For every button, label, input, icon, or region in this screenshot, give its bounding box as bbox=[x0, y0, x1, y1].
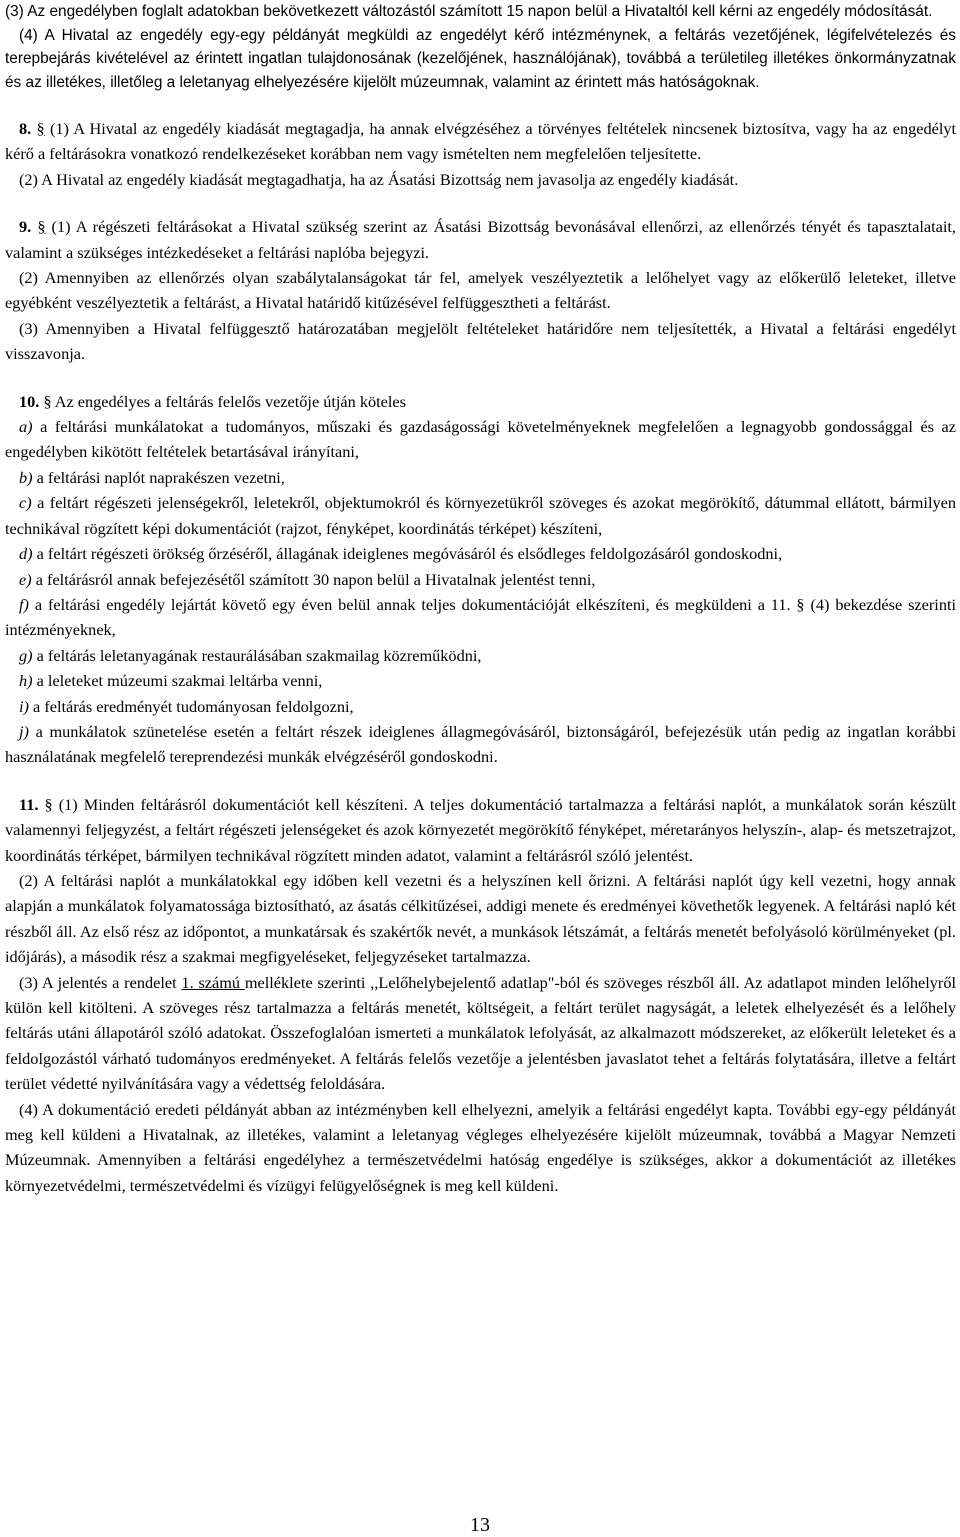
paragraph-7-4 bbox=[5, 24, 956, 95]
section-8-paragraph-2 bbox=[5, 167, 956, 192]
section-mark: § bbox=[37, 217, 46, 237]
item-label: f) bbox=[19, 594, 29, 614]
list-item-d bbox=[5, 541, 956, 566]
list-item-e bbox=[5, 567, 956, 592]
paragraph-text: (1) A Hivatal az engedély kiadását megtagadja, ha annak elvégzéséhez a törvényes feltételek nincsenek biztosítva, vagy ha az engedélyt kérő a feltárásokra vonatkozó rendelkezéseket korábban nem vagy ismételten nem megfelelően teljesítette. bbox=[5, 119, 957, 164]
section-number: 11. bbox=[19, 794, 39, 814]
paragraph-7-3 bbox=[5, 0, 956, 24]
item-label: g) bbox=[19, 645, 33, 665]
item-text: a feltárás eredményét tudományosan feldolgozni, bbox=[33, 696, 354, 716]
item-text: a munkálatok szünetelése esetén a feltárt részek ideiglenes állagmegóvásáról, biztonságáról, befejezésük után pedig az ingatlan korábbi használatának megfelelő tereprendezési munkák elvégzéséről gondoskodni. bbox=[5, 721, 956, 767]
annex-link[interactable]: 1. számú bbox=[181, 972, 245, 992]
section-9-paragraph-1 bbox=[5, 214, 956, 265]
list-item-h bbox=[5, 668, 956, 693]
paragraph-text: (2) A Hivatal az engedély kiadását megtagadhatja, ha az Ásatási Bizottság nem javasolja az engedély kiadását. bbox=[19, 169, 739, 189]
section-mark: § bbox=[44, 794, 53, 814]
section-9-paragraph-2 bbox=[5, 265, 956, 316]
list-item-a bbox=[5, 414, 956, 465]
section-mark: § bbox=[43, 391, 52, 411]
section-10-intro bbox=[5, 389, 956, 414]
section-11-paragraph-3 bbox=[5, 970, 956, 1097]
list-item-j bbox=[5, 719, 956, 770]
document-page bbox=[5, 0, 956, 1198]
item-text: a feltárt régészeti jelenségekről, leletekről, objektumokról és környezetükről szöveges és azokat megörökítő, dátummal ellátott, bármilyen technikával rögzített képi dokumentációt (rajzot, fényképet, koordinátás térképet) készíteni, bbox=[5, 493, 956, 538]
section-9-paragraph-3 bbox=[5, 316, 956, 367]
item-text: a leleteket múzeumi szakmai leltárba venni, bbox=[36, 671, 323, 691]
list-item-i bbox=[5, 694, 956, 719]
section-11-paragraph-4 bbox=[5, 1097, 956, 1199]
paragraph-text-lead: (1) Minden feltárásról dokumentációt kell készíteni. bbox=[58, 794, 408, 814]
section-number: 10. bbox=[19, 391, 40, 411]
section-number: 8. bbox=[19, 119, 32, 138]
section-mark: § bbox=[36, 119, 45, 138]
item-label: d) bbox=[19, 544, 33, 564]
item-text: a feltárt régészeti örökség őrzéséről, állagának ideiglenes megóvásáról és elsődleges feldolgozásáról gondoskodni, bbox=[36, 544, 783, 564]
paragraph-text: (3) Az engedélyben foglalt adatokban bekövetkezett változástól számított 15 napon belül a Hivataltól kell kérni az engedély módosítását. bbox=[5, 3, 933, 20]
list-item-c bbox=[5, 490, 956, 541]
list-item-f bbox=[5, 592, 956, 643]
paragraph-text: (2) A feltárási naplót a munkálatokkal egy időben kell vezetni és a helyszínen kell őrizni. A feltárási naplót úgy kell vezetni, hogy annak alapján a munkálatok folyamatossága biztosítható, az ásatás célkitűzései, addigi menete és eredményei követhetők legyenek. A feltárási napló két részből áll. Az első rész az időpontot, a munkatársak és szakértők nevét, a munkások létszámát, a feltárás menetét befolyásoló körülményeket (pl. időjárás), a második rész a szakmai megfigyeléseket, feljegyzéseket tartalmazza. bbox=[5, 870, 956, 967]
paragraph-text: (3) A jelentés a rendelet bbox=[19, 972, 182, 992]
item-text: a feltárási munkálatokat a tudományos, műszaki és gazdaságossági követelményeknek megfelelően a legnagyobb gondossággal és az engedélyben kikötött feltételek betartásával irányítani, bbox=[5, 417, 956, 462]
paragraph-text: (1) A régészeti feltárásokat a Hivatal szükség szerint az Ásatási Bizottság bevonásával ellenőrzi, az ellenőrzés tényét és tapasztalatait, valamint a szükséges intézkedéseket a feltárási naplóba bejegyzi. bbox=[5, 217, 956, 262]
item-text: a feltárási naplót naprakészen vezetni, bbox=[36, 467, 285, 487]
spacer bbox=[5, 367, 956, 389]
item-text: a feltárási engedély lejártát követő egy éven belül annak teljes dokumentációját elkészíteni, és megküldeni a 11. § (4) bekezdése szerinti intézményeknek, bbox=[5, 594, 957, 640]
item-label: h) bbox=[19, 671, 33, 691]
section-11-paragraph-2 bbox=[5, 868, 956, 970]
spacer bbox=[5, 770, 956, 792]
paragraph-text: (2) Amennyiben az ellenőrzés olyan szabálytalanságokat tár fel, amelyek veszélyeztetik a lelőhelyet vagy az előkerülő leleteket, illetve egyébként veszélyeztetik a feltárást, a Hivatal határidő kitűzésével felfüggesztheti a feltárást. bbox=[5, 268, 956, 313]
item-label: i) bbox=[19, 696, 29, 716]
section-11-paragraph-1 bbox=[5, 792, 956, 868]
item-label: c) bbox=[19, 493, 32, 513]
section-8-paragraph-1 bbox=[5, 116, 956, 167]
item-text: a feltárás leletanyagának restaurálásában szakmailag közreműködni, bbox=[36, 645, 482, 665]
item-label: j) bbox=[19, 721, 29, 741]
list-item-b bbox=[5, 465, 956, 490]
list-item-g bbox=[5, 643, 956, 668]
paragraph-text: A teljes dokumentáció tartalmazza a feltárási naplót, a munkálatok során készült valamennyi feljegyzést, a feltárt régészeti jelenségeket és azok környezetét megörökítő fényképet, méretarányos helyszín-, alap- és metszetrajzot, koordinátás térképet, bármilyen technikával rögzített minden adatot, valamint a feltárásról szóló jelentést. bbox=[5, 794, 956, 865]
section-number: 9. bbox=[19, 217, 32, 237]
paragraph-text: melléklete szerinti ,,Lelőhelybejelentő adatlap"-ból és szöveges részből áll. Az adatlapot minden lelőhelyről külön kell kitölteni. A szöveges rész tartalmazza a feltárás menetét, költségeit, a feltárt terület nagyságát, a leletek elhelyezését és a lelőhely feltárás utáni állapotáról szóló adatokat. Összefoglalóan ismerteti a munkálatok lefolyását, az alkalmazott módszereket, az előkerült leleteket és a feldolgozástól várható tudományos eredményeket. A feltárás felelős vezetője a jelentésben javaslatot tehet a feltárás folytatására, illetve a feltárt terület védetté nyilvánítására vagy a védettség feloldására. bbox=[5, 972, 956, 1094]
item-label: b) bbox=[19, 467, 33, 487]
item-label: a) bbox=[19, 417, 33, 437]
spacer bbox=[5, 192, 956, 214]
item-text: a feltárásról annak befejezésétől számított 30 napon belül a Hivatalnak jelentést tenni, bbox=[35, 569, 596, 589]
paragraph-text: (4) A Hivatal az engedély egy-egy példányát megküldi az engedélyt kérő intézménynek, a feltárás vezetőjének, légifelvételezés és terepbejárás kivételével az érintett ingatlan tulajdonosának (kezelőjének, használójának), továbbá a területileg illetékes önkormányzatnak és az illetékes, illetőleg a leletanyag elhelyezésére kijelölt múzeumnak, valamint az érintett más hatóságoknak. bbox=[5, 26, 956, 91]
paragraph-text: Az engedélyes a feltárás felelős vezetője útján köteles bbox=[54, 391, 406, 411]
page-number: 13 bbox=[470, 1514, 490, 1536]
item-label: e) bbox=[19, 569, 32, 589]
paragraph-text: (3) Amennyiben a Hivatal felfüggesztő határozatában megjelölt feltételeket határidőre nem teljesítették, a Hivatal a feltárási engedélyt visszavonja. bbox=[5, 318, 956, 364]
paragraph-text: (4) A dokumentáció eredeti példányát abban az intézményben kell elhelyezni, amelyik a feltárási engedélyt kapta. További egy-egy példányát meg kell küldeni a Hivatalnak, az illetékes, valamint a leletanyag végleges elhelyezésére kijelölt múzeumnak, továbbá a Magyar Nemzeti Múzeumnak. Amennyiben a feltárási engedélyhez a természetvédelmi hatóság engedélye is szükséges, akkor a dokumentációt az illetékes környezetvédelmi, természetvédelmi és vízügyi felügyelőségnek is meg kell küldeni. bbox=[5, 1099, 956, 1195]
spacer bbox=[5, 94, 956, 116]
